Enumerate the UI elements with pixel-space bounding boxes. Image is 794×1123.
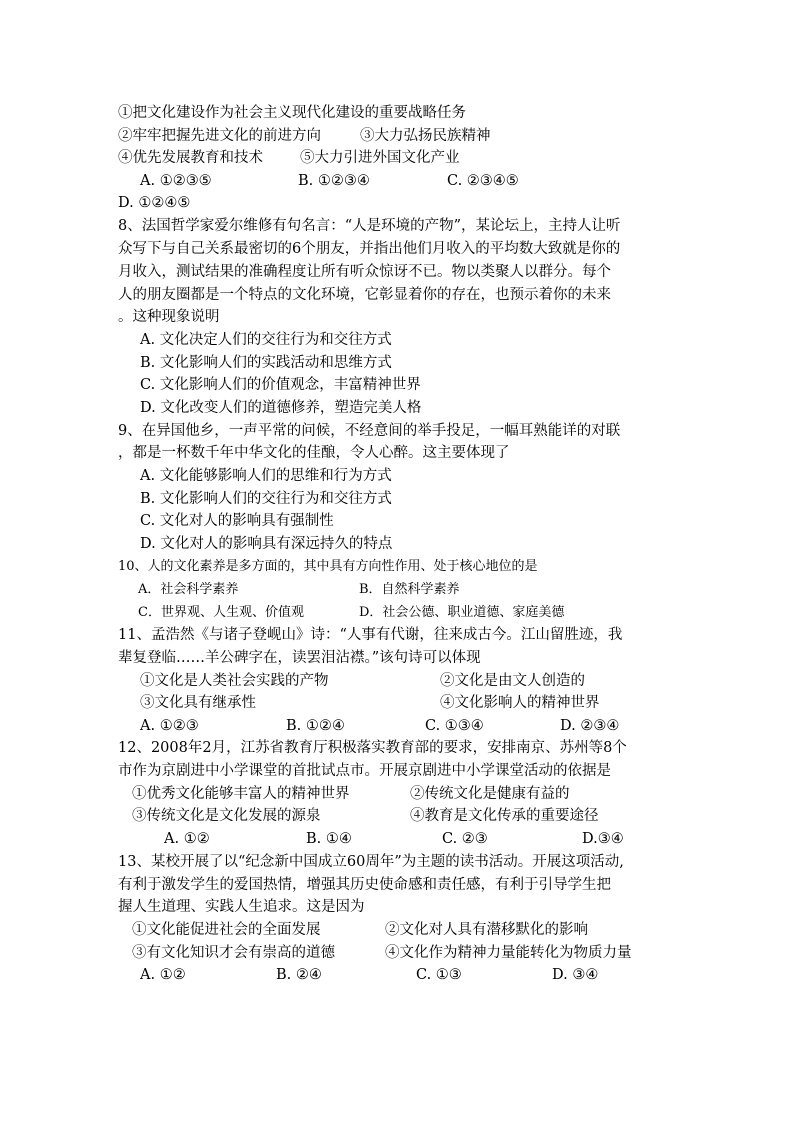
q9-stem-line: ，都是一杯数千年中华文化的佳酿，令人心醉。这主要体现了 bbox=[118, 445, 510, 461]
q12-item-2: ②传统文化是健康有益的 bbox=[410, 786, 570, 802]
q12-item-3: ③传统文化是文化发展的源泉 bbox=[132, 808, 321, 824]
q11-item-2: ②文化是由文人创造的 bbox=[440, 673, 585, 689]
q13-stem-line: 握人生道理、实践人生追求。这是因为 bbox=[118, 899, 365, 915]
q7-option-d: D. ①②④⑤ bbox=[118, 195, 191, 211]
q12-stem-line: 12、2008年2月，江苏省教育厅积极落实教育部的要求，安排南京、苏州等8个 bbox=[118, 740, 627, 756]
q10-stem: 10、人的文化素养是多方面的，其中具有方向性作用、处于核心地位的是 bbox=[118, 559, 538, 574]
q12-option-a: A. ①② bbox=[164, 831, 210, 847]
q13-option-b: B. ②④ bbox=[276, 967, 322, 983]
q13-option-d: D. ③④ bbox=[552, 967, 599, 983]
q10-option-c: C．世界观、人生观、价值观 bbox=[138, 605, 304, 620]
q13-item-4: ④文化作为精神力量能转化为物质力量 bbox=[385, 945, 632, 961]
q8-option-d: D. 文化改变人们的道德修养，塑造完美人格 bbox=[140, 400, 422, 416]
q12-item-1: ①优秀文化能够丰富人的精神世界 bbox=[132, 786, 350, 802]
q11-option-d: D. ②③④ bbox=[560, 718, 620, 734]
q9-option-d: D. 文化对人的影响具有深远持久的特点 bbox=[140, 536, 393, 552]
q11-option-b: B. ①②④ bbox=[286, 718, 345, 734]
q8-option-b: B. 文化影响人们的实践活动和思维方式 bbox=[140, 355, 392, 371]
q8-stem-line: 人的朋友圈都是一个特点的文化环境，它彰显着你的存在，也预示着你的未来 bbox=[118, 287, 611, 303]
q13-stem-line: 有利于激发学生的爱国热情，增强其历史使命感和责任感，有利于引导学生把 bbox=[118, 877, 611, 893]
q7-item-4: ④优先发展教育和技术 bbox=[118, 150, 263, 166]
q7-option-c: C. ②③④⑤ bbox=[447, 173, 519, 189]
q11-stem-line: 11、孟浩然《与诸子登岘山》诗：“人事有代谢，往来成古今。江山留胜迹，我 bbox=[118, 627, 623, 643]
q10-option-d: D．社会公德、职业道德、家庭美德 bbox=[359, 605, 565, 620]
q8-option-a: A. 文化决定人们的交往行为和交往方式 bbox=[140, 332, 392, 348]
q9-stem-line: 9、在异国他乡，一声平常的问候，不经意间的举手投足，一幅耳熟能详的对联 bbox=[118, 423, 621, 439]
q7-option-a: A. ①②③⑤ bbox=[140, 173, 212, 189]
q7-item-5: ⑤大力引进外国文化产业 bbox=[300, 150, 460, 166]
q9-option-c: C. 文化对人的影响具有强制性 bbox=[140, 513, 334, 529]
q7-item-3: ③大力弘扬民族精神 bbox=[360, 128, 491, 144]
q12-option-d: D.③④ bbox=[582, 831, 624, 847]
q8-stem-line: 月收入，测试结果的准确程度让所有听众惊讶不已。物以类聚人以群分。每个 bbox=[118, 264, 611, 280]
q10-option-b: B．自然科学素养 bbox=[359, 582, 460, 597]
q13-option-a: A. ①② bbox=[140, 967, 186, 983]
q11-item-1: ①文化是人类社会实践的产物 bbox=[140, 673, 329, 689]
q8-stem-line: 8、法国哲学家爱尔维修有句名言：“人是环境的产物”，某论坛上，主持人让听 bbox=[118, 218, 621, 234]
q12-stem-line: 市作为京剧进中小学课堂的首批试点市。开展京剧进中小学课堂活动的依据是 bbox=[118, 763, 611, 779]
q13-item-2: ②文化对人具有潜移默化的影响 bbox=[385, 922, 588, 938]
q10-option-a: A．社会科学素养 bbox=[138, 582, 239, 597]
q11-stem-line: 辈复登临……羊公碑字在，读罢泪沾襟。”该句诗可以体现 bbox=[118, 650, 481, 666]
q13-item-1: ①文化能促进社会的全面发展 bbox=[132, 922, 321, 938]
q11-item-4: ④文化影响人的精神世界 bbox=[440, 695, 600, 711]
q7-option-b: B. ①②③④ bbox=[298, 173, 370, 189]
q7-item-1: ①把文化建设作为社会主义现代化建设的重要战略任务 bbox=[118, 105, 466, 121]
q11-option-c: C. ①③④ bbox=[425, 718, 484, 734]
q12-option-b: B. ①④ bbox=[306, 831, 352, 847]
q11-option-a: A. ①②③ bbox=[140, 718, 199, 734]
q8-option-c: C. 文化影响人们的价值观念，丰富精神世界 bbox=[140, 377, 421, 393]
q8-stem-line: 众写下与自己关系最密切的6个朋友，并指出他们月收入的平均数大致就是你的 bbox=[118, 241, 621, 257]
q8-stem-line: 。这种现象说明 bbox=[118, 309, 220, 325]
q13-stem-line: 13、某校开展了以“纪念新中国成立60周年”为主题的读书活动。开展这项活动, bbox=[118, 854, 624, 870]
q12-option-c: C. ②③ bbox=[442, 831, 488, 847]
q13-item-3: ③有文化知识才会有崇高的道德 bbox=[132, 945, 335, 961]
q9-option-a: A. 文化能够影响人们的思维和行为方式 bbox=[140, 468, 392, 484]
q13-option-c: C. ①③ bbox=[416, 967, 462, 983]
q9-option-b: B. 文化影响人们的交往行为和交往方式 bbox=[140, 491, 392, 507]
q11-item-3: ③文化具有继承性 bbox=[140, 695, 256, 711]
q7-item-2: ②牢牢把握先进文化的前进方向 bbox=[118, 128, 321, 144]
q12-item-4: ④教育是文化传承的重要途径 bbox=[410, 808, 599, 824]
